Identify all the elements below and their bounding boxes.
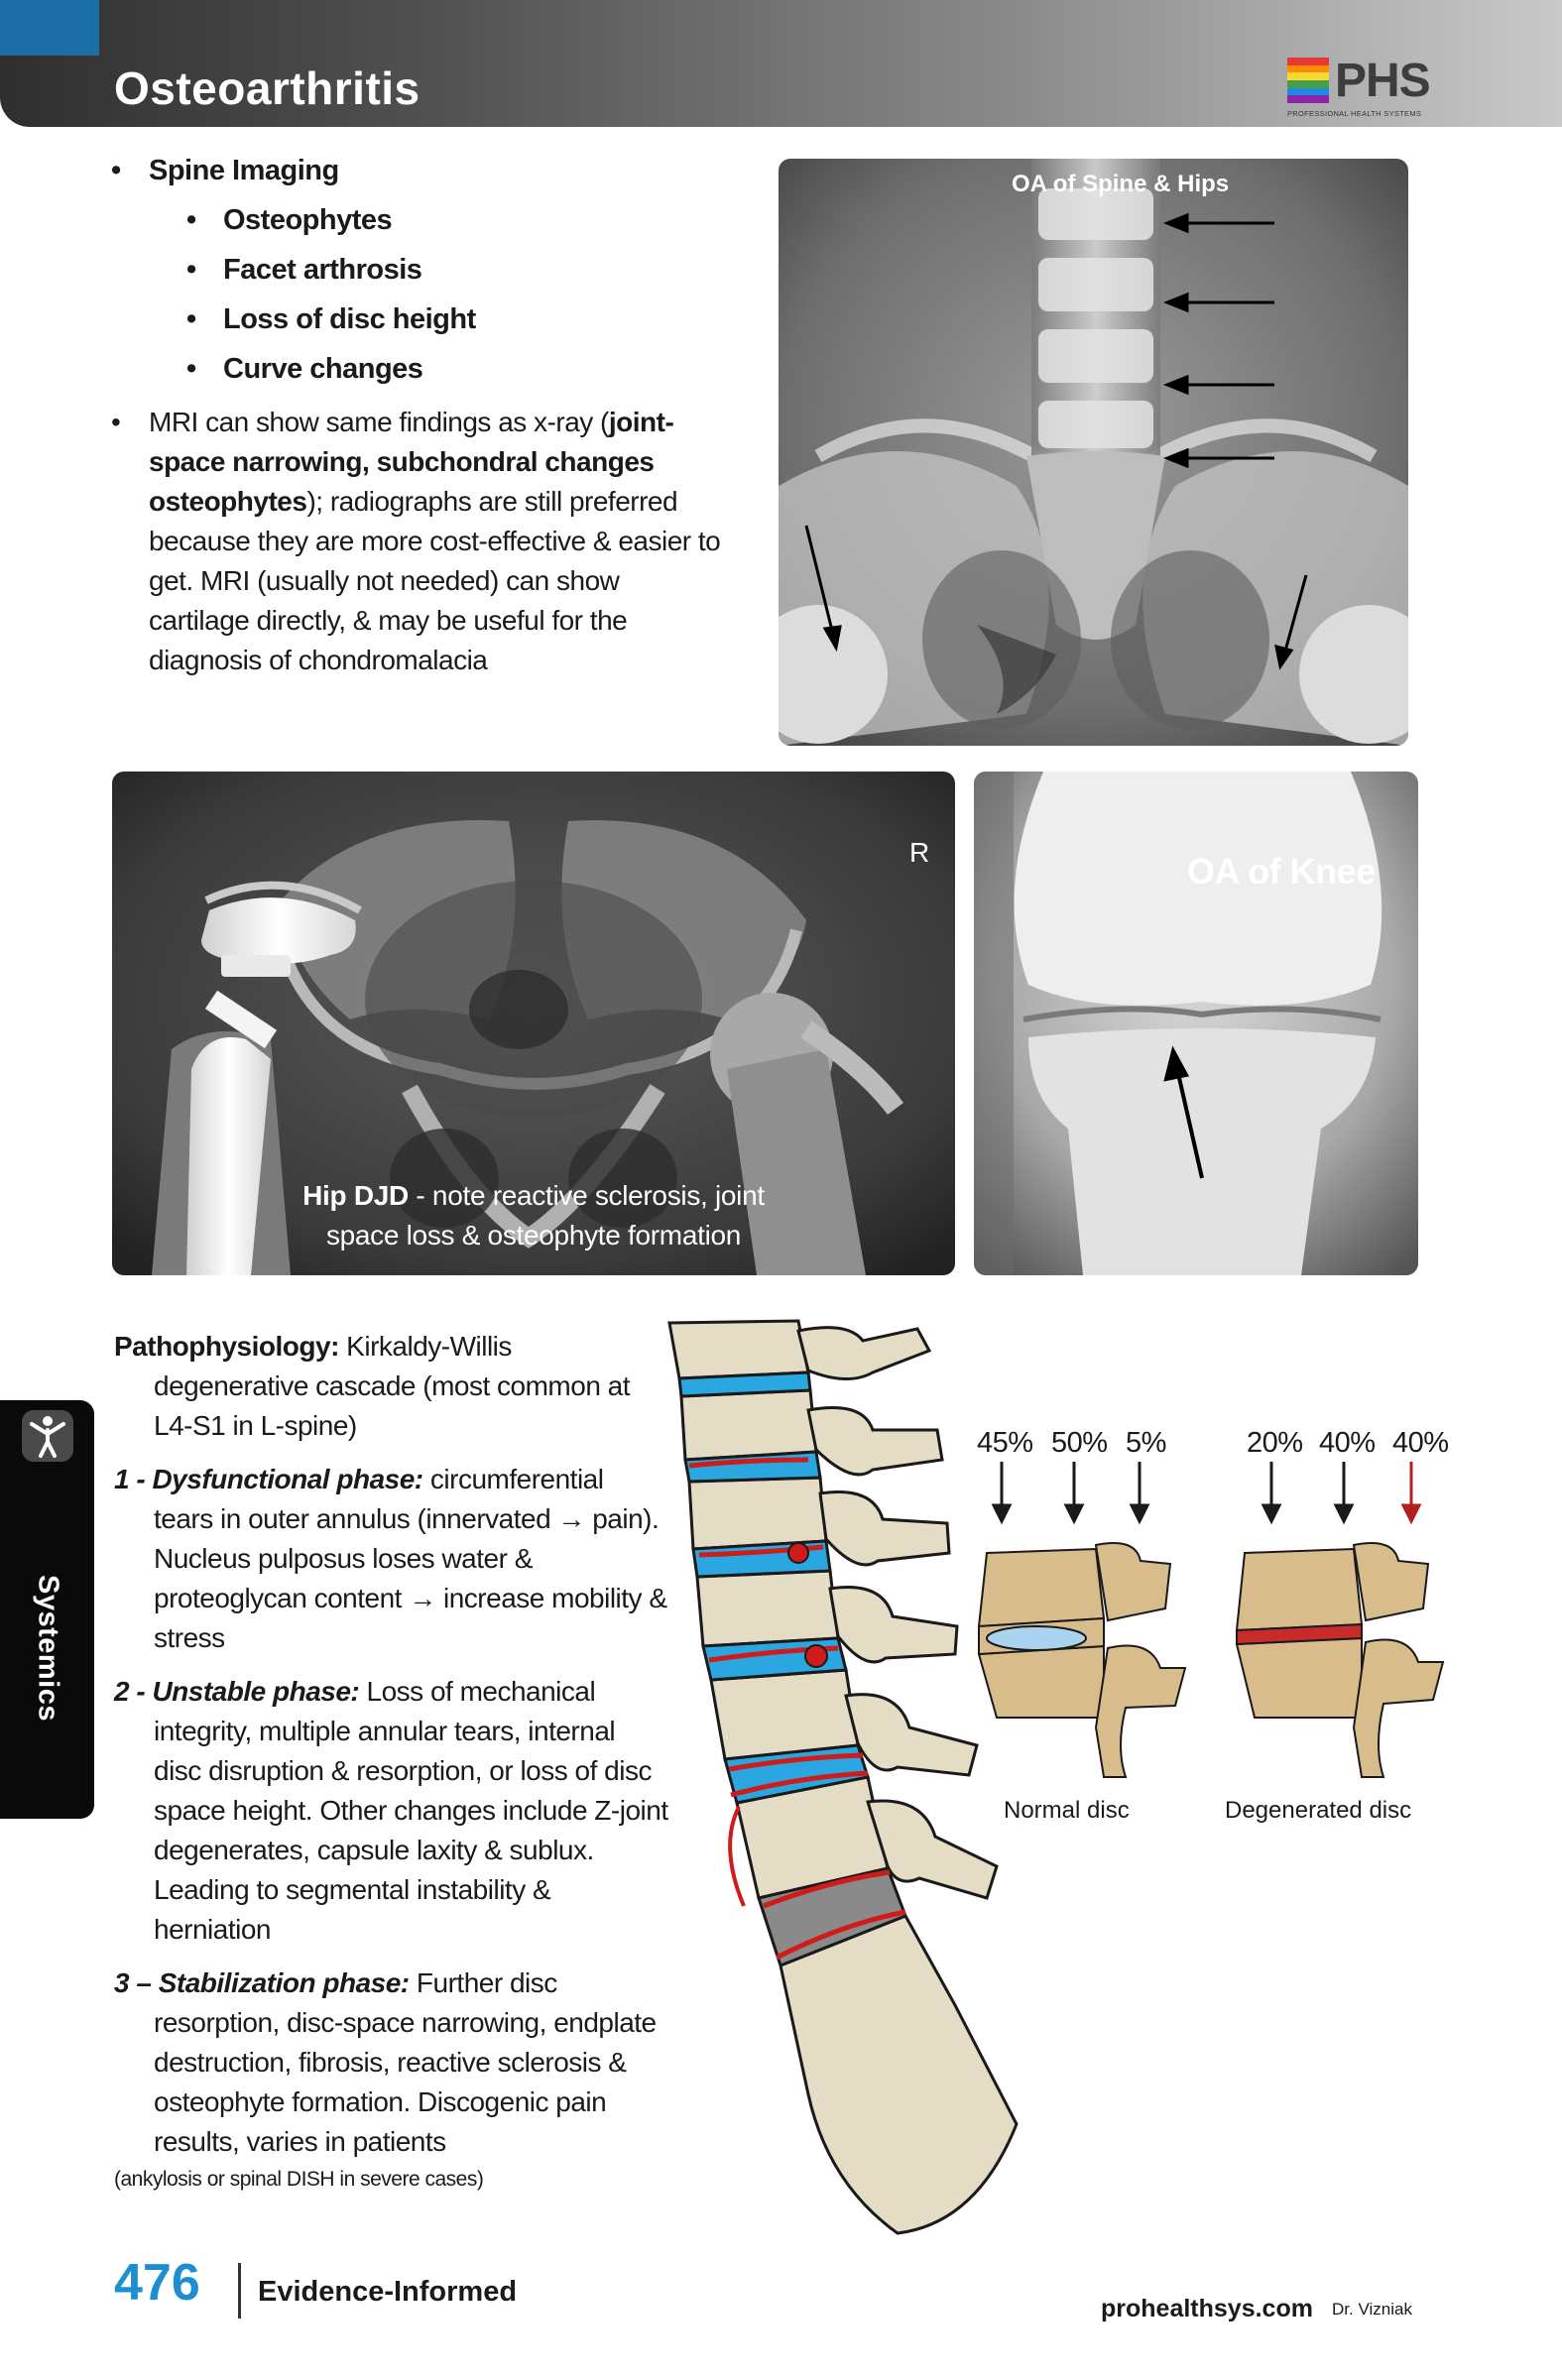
list-item: • Osteophytes [186,204,393,236]
severe-cases-note: (ankylosis or spinal DISH in severe cases) [114,2168,484,2191]
phase-2: 2 - Unstable phase: Loss of mechanical integrity, multiple annular tears, internal disc disruption & resorption, or loss of disc space height. Other changes include Z-joint degenerates, capsule laxity & sublux. Leading to segmental instability & herniation [114,1676,668,1945]
hip-djd-xray-image [112,772,955,1275]
spine-imaging-section [111,151,726,680]
spine-hips-xray-image [779,159,1408,746]
systemics-side-tab[interactable] [0,1400,94,1819]
page-header [0,0,1562,127]
spine-xray-label: OA of Spine & Hips [1012,171,1230,197]
degenerated-disc-percent: 40% [1319,1427,1376,1459]
normal-disc-percent: 45% [977,1427,1033,1459]
footer-website-link[interactable]: prohealthsys.com [1101,2295,1313,2322]
list-item: • Facet arthrosis [186,254,422,286]
degenerated-disc-percent: 20% [1247,1427,1303,1459]
list-item: • Curve changes [186,353,423,385]
normal-disc-percent: 50% [1051,1427,1108,1459]
degenerated-disc-caption: Degenerated disc [1225,1797,1412,1824]
logo-text: PHS [1335,55,1430,107]
list-item: • Loss of disc height [186,303,476,335]
phase-1: 1 - Dysfunctional phase: circumferential tears in outer annulus (innervated → pain). Nucleus pulposus loses water & proteoglycan content → increase mobility & stress [114,1464,667,1653]
spine-imaging-heading: • Spine Imaging [111,155,339,186]
normal-disc-percent: 5% [1126,1427,1166,1459]
footer-divider [238,2263,241,2319]
logo-subtitle: PROFESSIONAL HEALTH SYSTEMS [1287,109,1422,118]
mri-note: • MRI can show same findings as x-ray (joint-space narrowing, subchondral changes osteophytes); radiographs are still preferred because they are more cost-effective & easier to get. MRI (usually not needed) can show cartilage directly, & may be useful for the diagnosis of chondromalacia [111,407,721,675]
hip-caption-bold: Hip DJD [302,1180,409,1211]
pathophysiology-intro: Pathophysiology: Kirkaldy-Willis degenerative cascade (most common at L4-S1 in L-spine) [114,1331,631,1441]
hip-caption-rest: - note reactive sclerosis, joint [408,1180,765,1211]
degenerated-disc-percent: 40% [1392,1427,1449,1459]
hip-caption-line2: space loss & osteophyte formation [325,1220,742,1250]
pathophysiology-section [114,1327,669,2198]
knee-oa-xray-image [974,772,1418,1275]
footer-author: Dr. Vizniak [1332,2300,1412,2319]
page-number: 476 [114,2254,200,2312]
side-tab-label: Systemics [32,1575,64,1722]
hip-r-marker: R [909,837,930,868]
phs-logo [1287,55,1430,123]
normal-disc-caption: Normal disc [1004,1797,1130,1824]
knee-xray-label: OA of Knee [1187,851,1376,892]
header-color-tab [0,0,99,56]
page-title: Osteoarthritis [114,62,421,114]
lumbar-spine-diagram [660,1311,1557,2238]
person-icon [22,1410,73,1462]
hip-xray-caption [112,1176,955,1255]
footer-section-title: Evidence-Informed [258,2276,518,2308]
phase-3: 3 – Stabilization phase: Further disc resorption, disc-space narrowing, endplate destruction, fibrosis, reactive sclerosis & osteophyte formation. Discogenic pain results, varies in patients [114,1967,657,2157]
rainbow-logo-mark [1287,58,1329,103]
